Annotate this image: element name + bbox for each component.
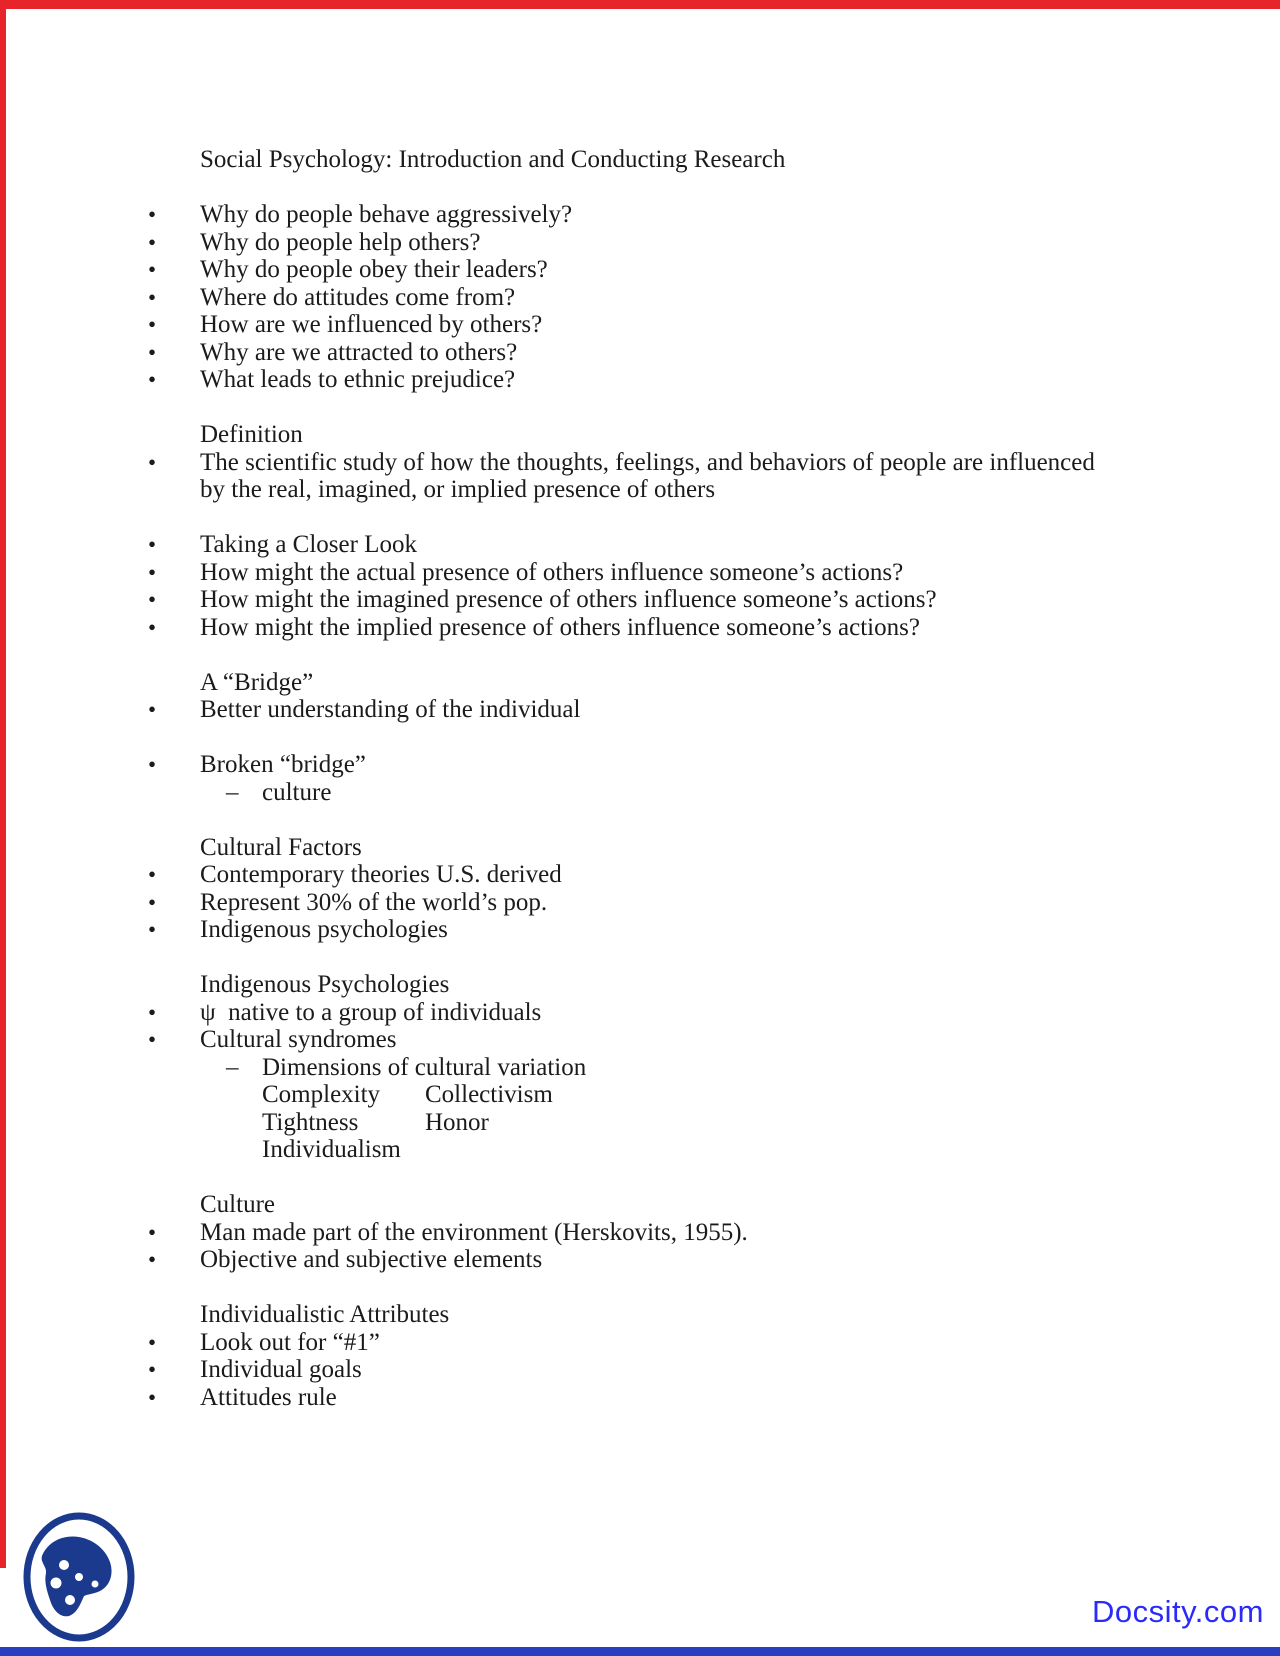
- section-block: [0, 834, 1280, 944]
- bullet-item: [0, 861, 1280, 889]
- bullet-marker: •: [148, 449, 157, 475]
- column-row: [0, 1109, 1280, 1137]
- bullet-item: [0, 559, 1280, 587]
- bullet-item: [0, 999, 1280, 1027]
- bullet-marker: •: [148, 202, 157, 227]
- bullet-item: [0, 889, 1280, 917]
- content-blocks: [0, 201, 1280, 1411]
- line-text: How are we influenced by others?: [200, 311, 543, 338]
- line-text: Objective and subjective elements: [200, 1246, 543, 1273]
- line-text: Where do attitudes come from?: [200, 283, 516, 311]
- section-heading: [0, 1301, 1280, 1329]
- continuation-line: [0, 476, 1280, 504]
- bullet-marker: •: [148, 889, 157, 915]
- bullet-item: [0, 614, 1280, 642]
- line-text: ψ native to a group of individuals: [200, 998, 542, 1026]
- line-text: Why are we attracted to others?: [200, 338, 518, 366]
- bullet-item: [0, 201, 1280, 229]
- line-text: Definition: [200, 421, 303, 448]
- line-text: The scientific study of how the thoughts, feelings, and behaviors of people are influenced: [200, 448, 1095, 476]
- bullet-marker: •: [148, 312, 157, 337]
- bullet-item: [0, 311, 1280, 339]
- bullet-item: [0, 366, 1280, 394]
- bullet-item: [0, 916, 1280, 944]
- bullet-marker: •: [148, 339, 157, 365]
- bullet-marker: •: [148, 752, 157, 777]
- bullet-marker: •: [148, 1384, 157, 1410]
- sub-item: [0, 779, 1280, 807]
- line-text: Cultural Factors: [200, 833, 362, 861]
- section-block: [0, 669, 1280, 724]
- dash-marker: –: [226, 1053, 239, 1081]
- bullet-item: [0, 751, 1280, 779]
- column-item: Complexity: [262, 1081, 381, 1108]
- line-text: Look out for “#1”: [200, 1328, 380, 1356]
- column-item: Individualism: [262, 1136, 401, 1163]
- line-text: Better understanding of the individual: [200, 696, 581, 723]
- bullet-marker: •: [148, 257, 157, 282]
- bullet-item: [0, 256, 1280, 284]
- line-text: Represent 30% of the world’s pop.: [200, 888, 548, 916]
- line-text: Taking a Closer Look: [200, 531, 417, 558]
- bullet-item: [0, 229, 1280, 257]
- document-content: [0, 146, 1280, 1439]
- bullet-marker: •: [148, 587, 157, 612]
- column-item: Honor: [425, 1108, 489, 1136]
- section-block: [0, 1301, 1280, 1411]
- bottom-border-line: [0, 1647, 1280, 1656]
- bullet-marker: •: [148, 614, 157, 640]
- section-block: [0, 201, 1280, 394]
- sub-item: [0, 1054, 1280, 1082]
- bullet-marker: •: [148, 697, 157, 722]
- bullet-marker: •: [148, 229, 157, 255]
- section-block: [0, 421, 1280, 504]
- line-text: Indigenous Psychologies: [200, 971, 450, 998]
- column-row: [0, 1136, 1280, 1164]
- bullet-marker: •: [148, 1247, 157, 1272]
- bullet-marker: •: [148, 1357, 157, 1382]
- bullet-marker: •: [148, 284, 157, 310]
- line-text: How might the imagined presence of others influence someone’s actions?: [200, 586, 937, 613]
- line-text: A “Bridge”: [200, 668, 314, 696]
- column-item: Collectivism: [425, 1081, 553, 1108]
- section-heading: [0, 669, 1280, 697]
- section-heading: [0, 971, 1280, 999]
- column-item: Tightness: [262, 1108, 359, 1136]
- line-text: Indigenous psychologies: [200, 916, 448, 943]
- bullet-marker: •: [148, 559, 157, 585]
- section-block: [0, 751, 1280, 806]
- line-text: How might the implied presence of others influence someone’s actions?: [200, 613, 920, 641]
- line-text: Individual goals: [200, 1356, 362, 1383]
- bullet-item: [0, 339, 1280, 367]
- line-text: culture: [262, 778, 332, 806]
- section-block: [0, 1191, 1280, 1274]
- bullet-marker: •: [148, 1219, 157, 1245]
- bullet-item: [0, 586, 1280, 614]
- bullet-item: [0, 449, 1280, 477]
- section-block: [0, 531, 1280, 641]
- line-text: How might the actual presence of others influence someone’s actions?: [200, 558, 904, 586]
- bullet-item: [0, 284, 1280, 312]
- column-row: [0, 1081, 1280, 1109]
- bullet-item: [0, 696, 1280, 724]
- line-text: by the real, imagined, or implied presence of others: [200, 476, 716, 503]
- bullet-marker: •: [148, 862, 157, 887]
- bullet-item: [0, 1026, 1280, 1054]
- bullet-item: [0, 1356, 1280, 1384]
- dash-marker: –: [226, 778, 239, 806]
- bullet-item: [0, 1219, 1280, 1247]
- bullet-item: [0, 1246, 1280, 1274]
- section-heading: [0, 834, 1280, 862]
- top-border-line: [0, 0, 1280, 9]
- bullet-item: [0, 1329, 1280, 1357]
- line-text: Man made part of the environment (Herskovits, 1955).: [200, 1218, 748, 1246]
- bullet-marker: •: [148, 917, 157, 942]
- docsity-link[interactable]: Docsity.com: [1091, 1594, 1264, 1629]
- section-block: [0, 971, 1280, 1164]
- bullet-marker: •: [148, 1329, 157, 1355]
- line-text: What leads to ethnic prejudice?: [200, 366, 516, 393]
- line-text: Contemporary theories U.S. derived: [200, 861, 562, 888]
- bullet-marker: •: [148, 367, 157, 392]
- bullet-item: [0, 531, 1280, 559]
- line-text: Individualistic Attributes: [200, 1301, 450, 1328]
- line-text: Why do people behave aggressively?: [200, 201, 573, 228]
- line-text: Cultural syndromes: [200, 1026, 397, 1053]
- bullet-item: [0, 1384, 1280, 1412]
- line-text: Why do people obey their leaders?: [200, 256, 548, 283]
- section-heading: [0, 1191, 1280, 1219]
- bullet-marker: •: [148, 532, 157, 557]
- line-text: Attitudes rule: [200, 1383, 337, 1411]
- page-title: Social Psychology: Introduction and Conducting Research: [200, 146, 786, 173]
- bullet-marker: •: [148, 999, 157, 1025]
- line-text: Dimensions of cultural variation: [262, 1053, 587, 1081]
- docsity-logo: [22, 1510, 136, 1644]
- bullet-marker: •: [148, 1027, 157, 1052]
- line-text: Culture: [200, 1191, 275, 1218]
- line-text: Why do people help others?: [200, 228, 481, 256]
- section-heading: [0, 421, 1280, 449]
- line-text: Broken “bridge”: [200, 751, 366, 778]
